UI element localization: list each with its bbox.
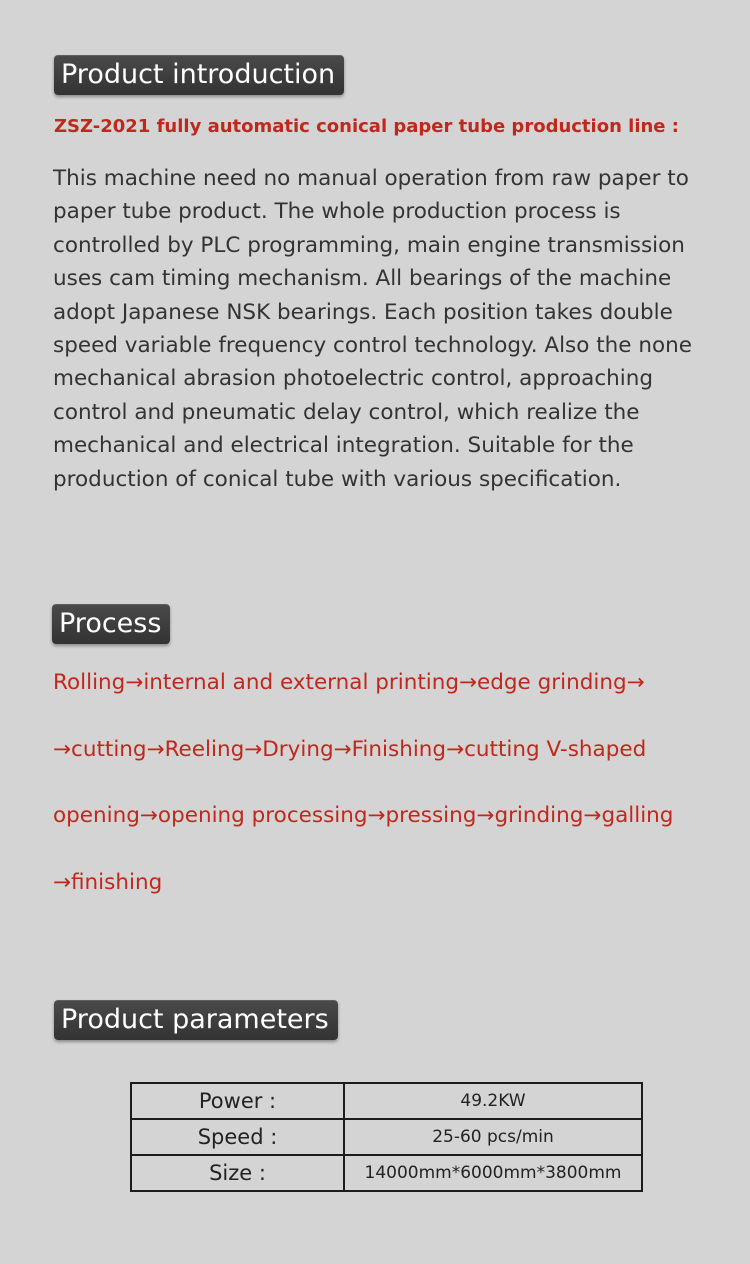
param-value-size: 14000mm*6000mm*3800mm bbox=[344, 1155, 642, 1191]
param-value-speed: 25-60 pcs/min bbox=[344, 1119, 642, 1155]
param-label-size: Size : bbox=[131, 1155, 344, 1191]
parameters-table bbox=[130, 1082, 643, 1192]
table-row bbox=[131, 1083, 642, 1119]
process-heading: Process bbox=[52, 604, 170, 644]
product-subtitle: ZSZ-2021 fully automatic conical paper tube production line : bbox=[54, 116, 679, 137]
table-row bbox=[131, 1119, 642, 1155]
param-label-power: Power : bbox=[131, 1083, 344, 1119]
product-introduction-heading: Product introduction bbox=[54, 55, 344, 95]
introduction-paragraph: This machine need no manual operation from raw paper to paper tube product. The whole production process is controlled by PLC programming, main engine transmission uses cam timing mechanism. All bearings of the machine adopt Japanese NSK bearings. Each position takes double speed variable frequency control technology. Also the none mechanical abrasion photoelectric control, approaching control and pneumatic delay control, which realize the mechanical and electrical integration. Suitable for the production of conical tube with various specification. bbox=[53, 166, 692, 492]
product-parameters-heading: Product parameters bbox=[54, 1000, 338, 1040]
param-label-speed: Speed : bbox=[131, 1119, 344, 1155]
process-step-line: Rolling→internal and external printing→edge grinding→ bbox=[53, 670, 645, 695]
table-row bbox=[131, 1155, 642, 1191]
process-step-line: →cutting→Reeling→Drying→Finishing→cutting V-shaped bbox=[53, 737, 647, 762]
param-value-power: 49.2KW bbox=[344, 1083, 642, 1119]
process-step-line: →finishing bbox=[53, 870, 163, 895]
process-step-line: opening→opening processing→pressing→grinding→galling bbox=[53, 803, 674, 828]
